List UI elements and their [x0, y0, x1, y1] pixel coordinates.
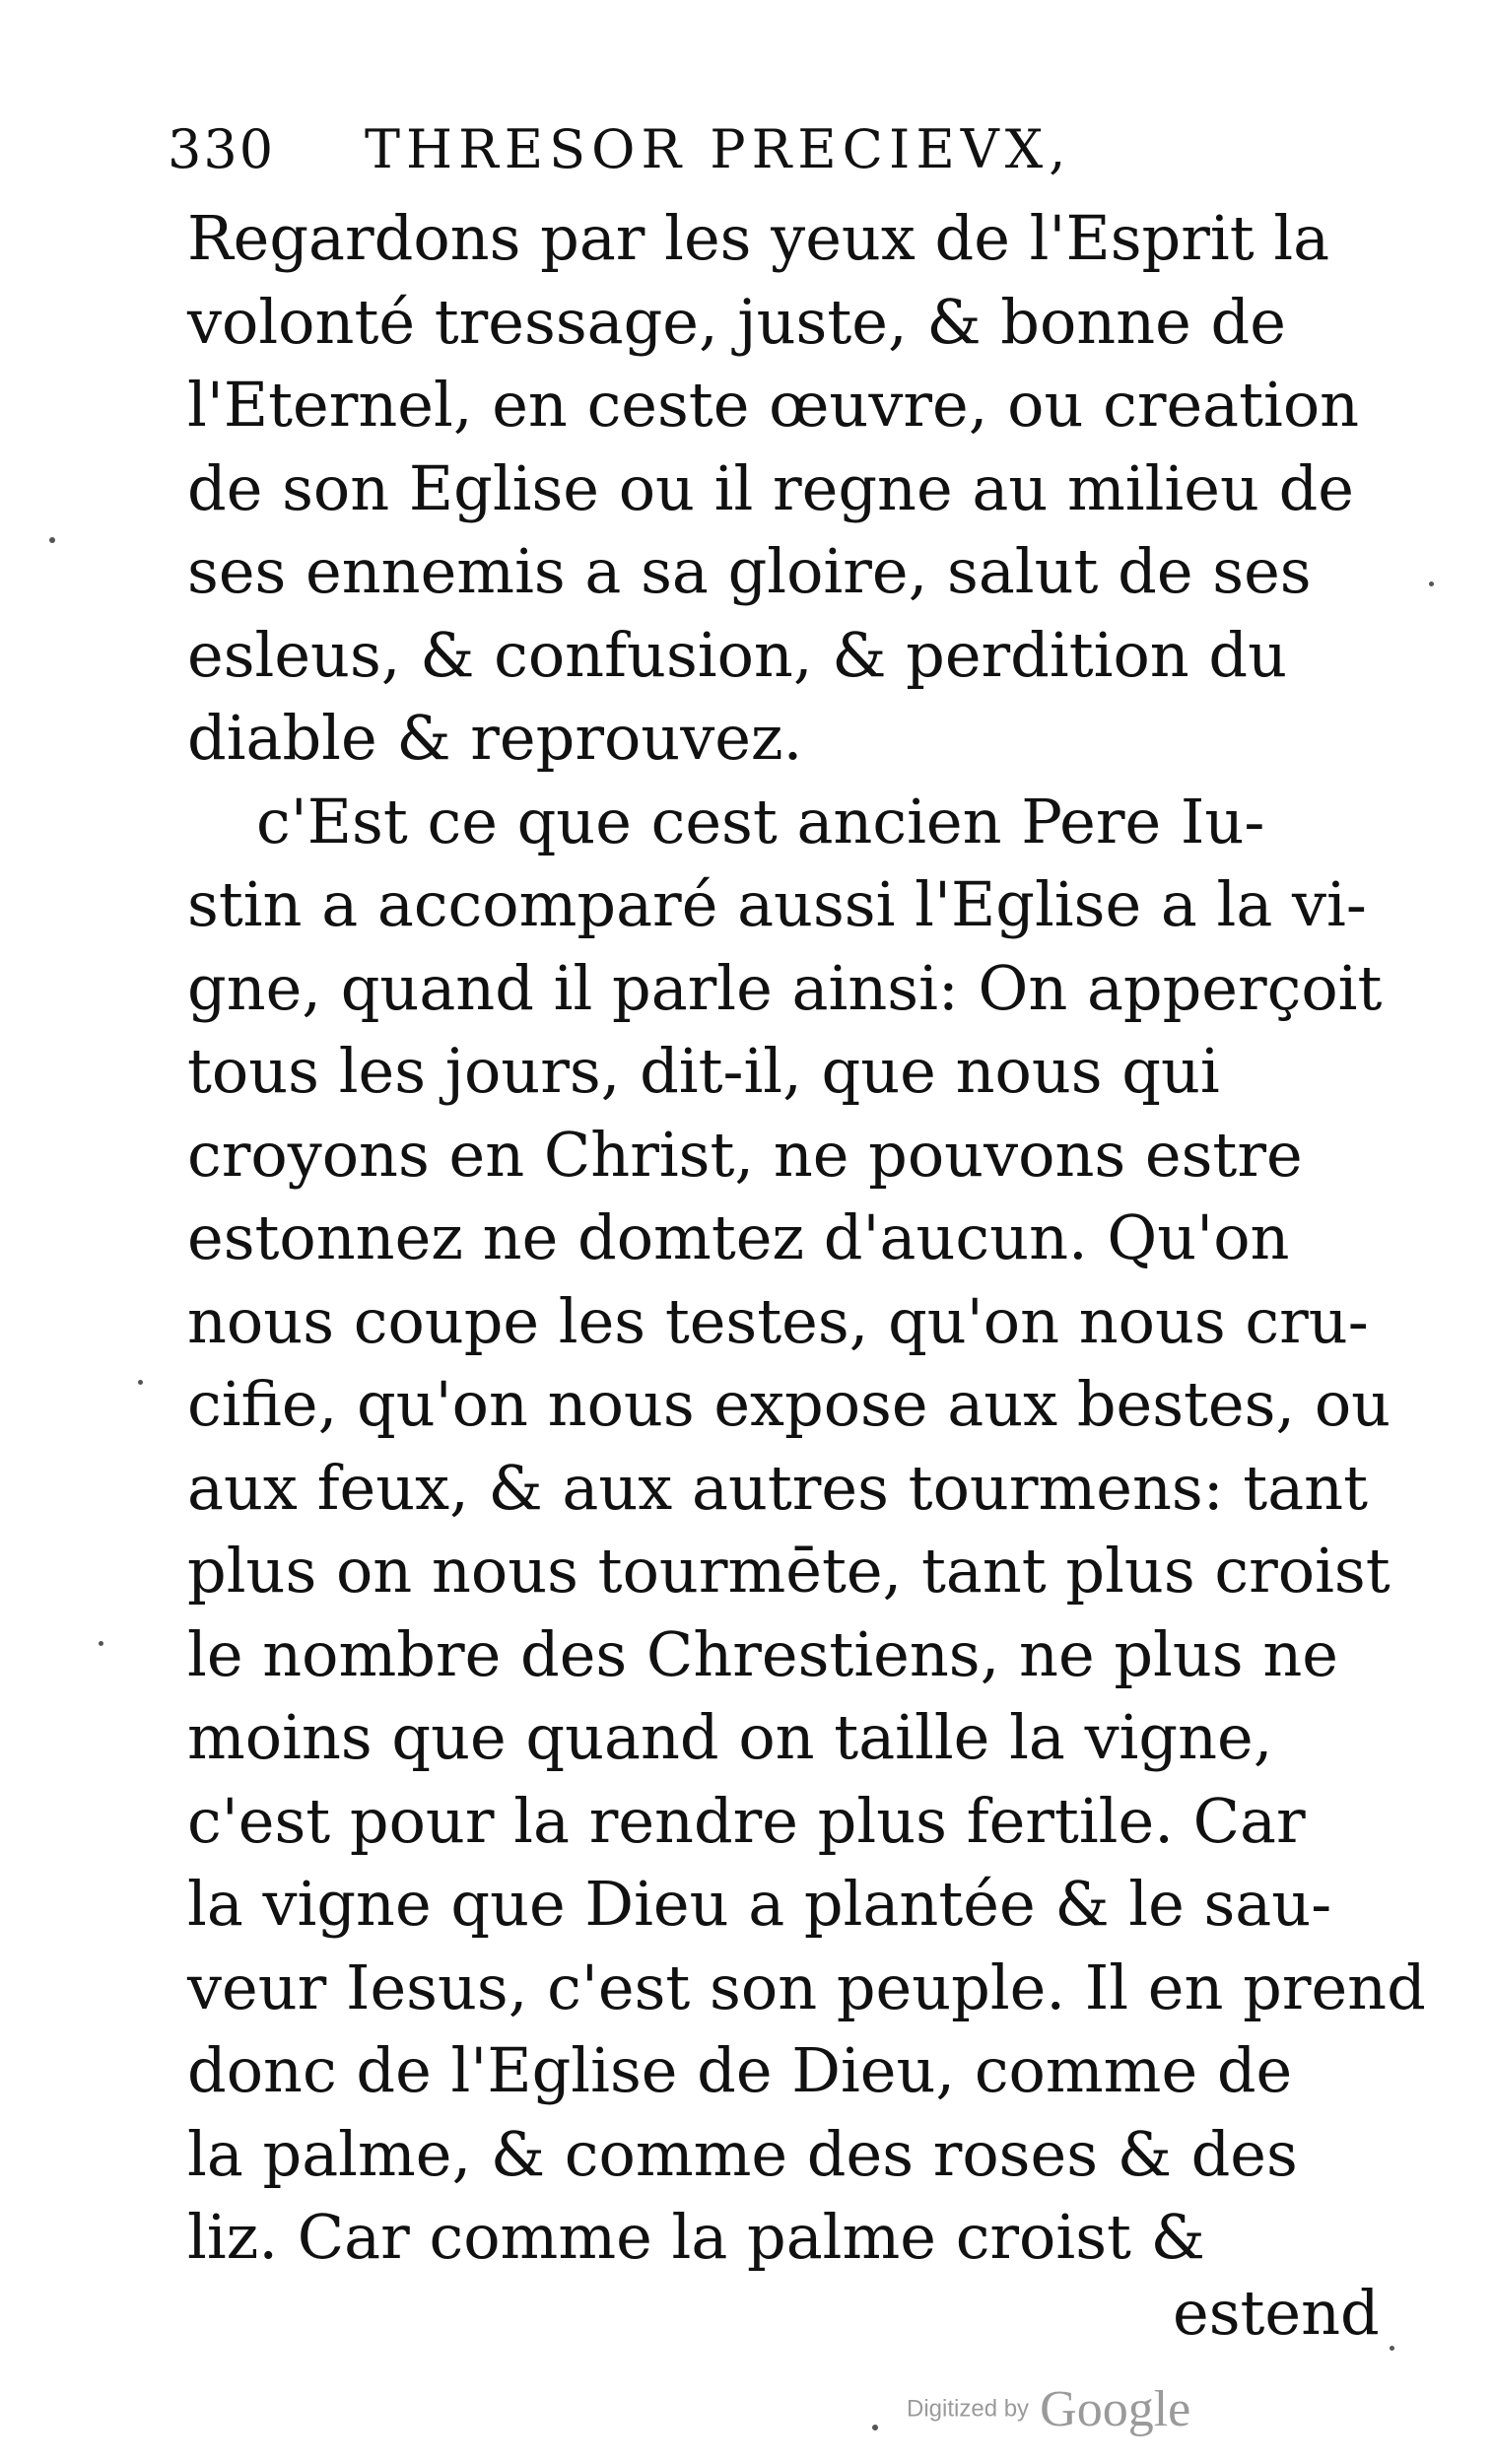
text-line: stin a accomparé aussi l'Eglise a la vi- [187, 868, 1367, 940]
text-line: la vigne que Dieu a plantée & le sau- [187, 1868, 1332, 1940]
text-line: volonté tressage, juste, & bonne de [187, 286, 1286, 358]
text-line: moins que quand on taille la vigne, [187, 1701, 1273, 1773]
scan-speck [1429, 582, 1434, 586]
text-line: ses ennemis a sa gloire, salut de ses [187, 535, 1312, 607]
text-line: estonnez ne domtez d'aucun. Qu'on [187, 1201, 1290, 1273]
text-line: nous coupe les testes, qu'on nous cru- [187, 1285, 1369, 1357]
text-line: c'Est ce que cest ancien Pere Iu- [256, 786, 1265, 857]
page-header [168, 118, 1232, 187]
watermark-prefix: Digitized by [907, 2395, 1030, 2423]
text-line: cifie, qu'on nous expose aux bestes, ou [187, 1368, 1391, 1440]
digitized-watermark [907, 2380, 1190, 2438]
text-line: le nombre des Chrestiens, ne plus ne [187, 1618, 1338, 1690]
text-line: gne, quand il parle ainsi: On apperçoit [187, 952, 1383, 1024]
text-line: aux feux, & aux autres tourmens: tant [187, 1452, 1369, 1524]
scan-speck [872, 2425, 878, 2430]
watermark-brand: Google [1040, 2381, 1191, 2437]
page-number: 330 [168, 118, 276, 180]
text-line: esleus, & confusion, & perdition du [187, 619, 1288, 691]
running-title: THRESOR PRECIEVX, [365, 118, 1072, 180]
text-line: veur Iesus, c'est son peuple. Il en prend [187, 1951, 1426, 2023]
text-line: donc de l'Eglise de Dieu, comme de [187, 2034, 1293, 2106]
text-line: tous les jours, dit-il, que nous qui [187, 1035, 1220, 1107]
text-line: croyons en Christ, ne pouvons estre [187, 1119, 1303, 1191]
text-line: liz. Car comme la palme croist & [187, 2201, 1205, 2273]
text-line: Regardons par les yeux de l'Esprit la [187, 202, 1330, 274]
scan-speck [49, 537, 55, 543]
text-line: l'Eternel, en ceste œuvre, ou creation [187, 369, 1360, 441]
scan-speck [138, 1380, 143, 1385]
scan-speck [99, 1641, 103, 1646]
scan-speck [1390, 2346, 1394, 2351]
text-line: c'est pour la rendre plus fertile. Car [187, 1785, 1306, 1857]
text-line: la palme, & comme des roses & des [187, 2118, 1298, 2190]
text-line: de son Eglise ou il regne au milieu de [187, 452, 1354, 524]
text-line: plus on nous tourmēte, tant plus croist [187, 1535, 1391, 1607]
catchword: estend [1173, 2277, 1380, 2349]
text-line: diable & reprouvez. [187, 702, 803, 774]
